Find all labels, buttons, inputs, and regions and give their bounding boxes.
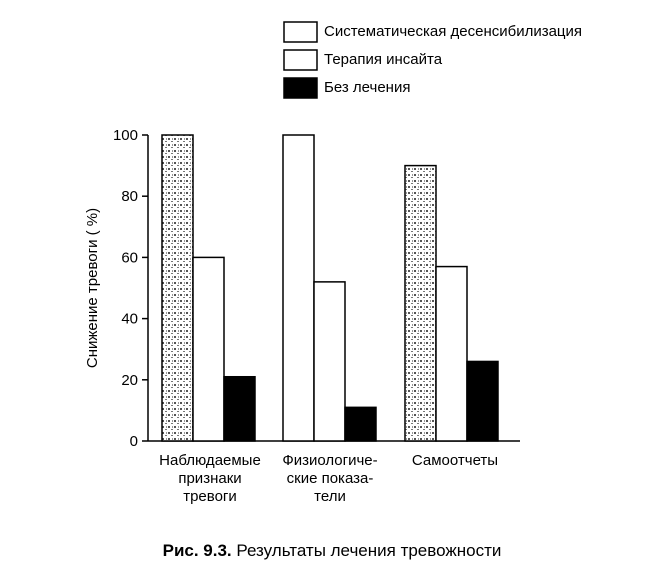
bar-2-3 (436, 267, 467, 441)
y-tick-label: 20 (121, 371, 138, 389)
caption-text: Результаты лечения тревожности (231, 541, 502, 560)
y-axis-label: Снижение тревоги ( %) (84, 207, 101, 369)
category-label: Наблюдаемые признаки тревоги (159, 452, 261, 505)
bar-3-3 (467, 361, 498, 441)
legend-swatch-3 (284, 78, 317, 98)
legend-label: Систематическая десенсибилизация (324, 23, 583, 40)
legend-swatch-2 (284, 50, 317, 70)
y-tick-label: 60 (121, 249, 138, 267)
y-tick-label: 0 (129, 433, 138, 450)
bar-1-3 (405, 166, 436, 441)
bar-3-1 (224, 377, 255, 441)
bar-1-2 (283, 135, 314, 441)
y-tick-label: 80 (121, 188, 138, 206)
bar-2-2 (314, 282, 345, 441)
figure-caption (0, 541, 664, 561)
category-label: Самоотчеты (411, 452, 499, 469)
caption-prefix: Рис. 9.3. (162, 541, 232, 560)
y-tick-label: 100 (112, 127, 138, 144)
bar-3-2 (345, 407, 376, 441)
legend-swatch-1 (284, 22, 317, 42)
category-label: Физиологиче- ские показа- тели (282, 452, 378, 505)
legend-label: Без лечения (324, 79, 411, 96)
legend-label: Терапия инсайта (324, 51, 443, 68)
bar-2-1 (193, 257, 224, 441)
bar-1-1 (162, 135, 193, 441)
y-tick-label: 40 (121, 310, 138, 328)
